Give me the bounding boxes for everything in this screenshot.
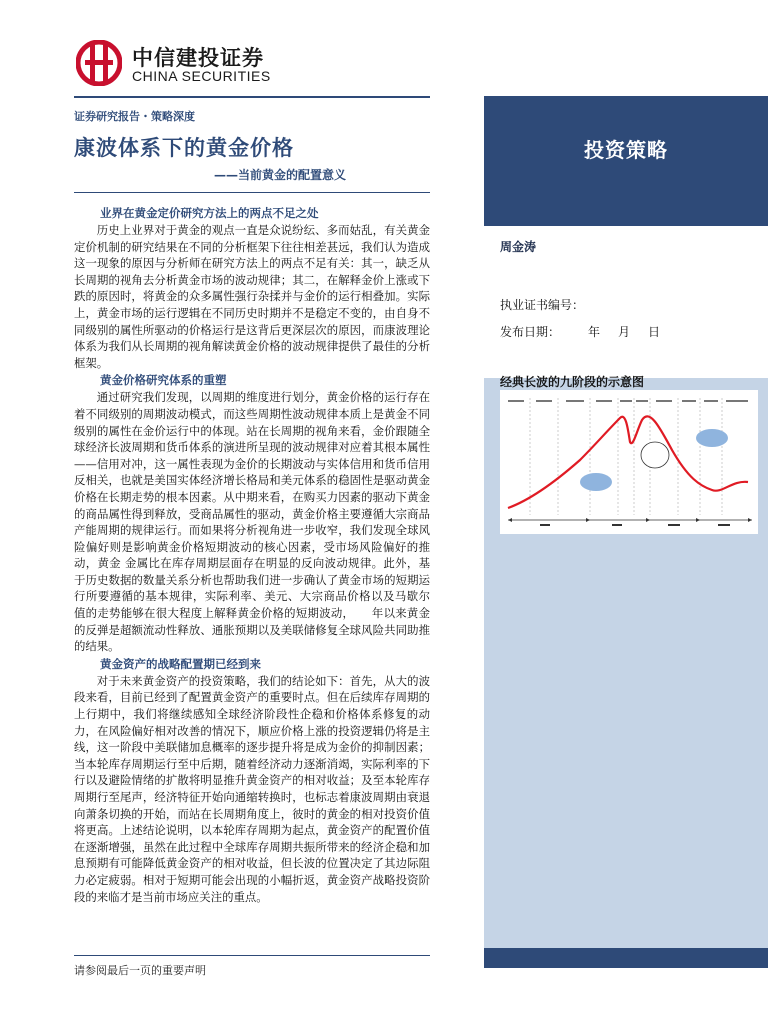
date-month: 月 [618,325,631,339]
footer-disclaimer: 请参阅最后一页的重要声明 [74,964,206,977]
figure-title: 经典长波的九阶段的示意图 [500,375,645,389]
sidebar-header [484,96,768,226]
footer-rule [74,955,430,956]
report-body [74,204,453,905]
date-year: 年 [588,325,601,339]
citic-logo-icon [76,40,122,86]
publish-date-label: 发布日期： [500,325,561,339]
company-logo [76,40,276,90]
report-subtitle: ——当前黄金的配置意义 [214,168,347,182]
sidebar-panel [484,96,768,968]
sidebar-footer-bar [484,948,768,968]
report-series: 证券研究报告・策略深度 [74,110,195,123]
report-category: 投资策略 [584,138,668,162]
report-title: 康波体系下的黄金价格 [74,136,294,160]
section-paragraph: 历史上业界对于黄金的观点一直是众说纷纭、多而姑乱，有关黄金定价机制的研究结果在不同的分析框架下往往相差甚远，我们认为造成这一现象的原因与分析师在研究方法上的两点不足有关：其一，缺乏从长周期的视角去分析黄金市场的波动规律；其二，在解释金价上涨或下跌的原因时，将黄金的众多属性强行杂揉并与金价的运行相叠加。实际上，黄金市场的运行逻辑在不同历史时期并不是稳定不变的，由自身不同级别的属性所驱动的价格运行是这背后更深层次的原因，而康波理论体系为我们从长周期的视角解读黄金价格的波动规律提供了最佳的分析框架。 [74,223,430,370]
header-rule [74,96,430,98]
cert-number-label: 执业证书编号： [500,298,585,312]
publish-date [500,323,660,340]
long-wave-diagram [500,390,758,534]
title-rule [74,192,430,193]
section-paragraph: 通过研究我们发现，以周期的维度进行划分，黄金价格的运行存在着不同级别的周期波动模式，而这些周期性波动规律本质上是黄金不同级别的属性在金价运行中的体现。站在长周期的视角来看，金价跟随全球经济长波周期和货币体系的演进所呈现的波动规律对应着其根本属性——信用对冲，这一属性表现为金价的长期波动与实体信用和货币信用反相关，也就是美国实体经济增长格局和美元体系的稳固性是驱动黄金价格在长期走势的根本因素。从中期来看，在购买力因素的驱动下黄金的商品属性得到释放，受商品属性的驱动，黄金价格主要遵循大宗商品产能周期的规律运行。而如果将分析视角进一步收窄，我们发现全球风险偏好则是影响黄金价格短期波动的核心因素，受市场风险偏好的推动，黄金 金属比在库存周期层面存在明显的反向波动规律。此外，基于历史数据的数量关系分析也帮助我们进一步确认了黄金市场的短期运行所要遵循的基本规律，实际利率、美元、大宗商品价格以及马歇尔 值的走势能够在很大程度上解释黄金价格的短期波动， 年以来黄金的反弹是超额流动性释放、通胀预期以及美联储修复全球风险共同助推的结果。 [74,390,453,654]
logo-english-name: CHINA SECURITIES [132,68,271,84]
author-name: 周金涛 [500,240,537,254]
section-heading: 黄金资产的战略配置期已经到来 [100,656,261,671]
long-wave-figure [500,390,758,534]
section-heading: 黄金价格研究体系的重塑 [100,373,227,388]
section-heading: 业界在黄金定价研究方法上的两点不足之处 [100,206,319,220]
section-paragraph: 对于未来黄金资产的投资策略，我们的结论如下：首先，从大的波段来看，目前已经到了配置黄金资产的重要时点。但在后续库存周期的上行期中，我们将继续感知全球经济阶段性企稳和价格体系修复的动力，在风险偏好相对改善的情况下，顺应价格上涨的投资逻辑仍将是主线，这一阶段中美联储加息概率的逐步提升将是成为金价的抑制因素；当本轮库存周期运行至中后期，随着经济动力逐渐消竭，实际利率的下行以及避险情绪的扩散将明显推升黄金资产的相对收益；及至本轮库存周期行至尾声，经济特征开始向通缩转换时，也标志着康波周期由衰退向萧条切换的开始，而站在长周期角度上，彼时的黄金的相对投资价值将更高。上述结论说明，以本轮库存周期为起点，黄金资产的配置价值在逐渐增强，虽然在此过程中全球库存周期共振所带来的经济企稳和加息预期有可能降低黄金资产的相对收益，但长波的位置决定了其边际阻力必定疲弱。相对于短期可能会出现的小幅折返，黄金资产战略投资阶段的来临才是当前市场应关注的重点。 [74,673,430,904]
logo-chinese-name: 中信建投证券 [132,46,264,70]
date-day: 日 [648,325,661,339]
